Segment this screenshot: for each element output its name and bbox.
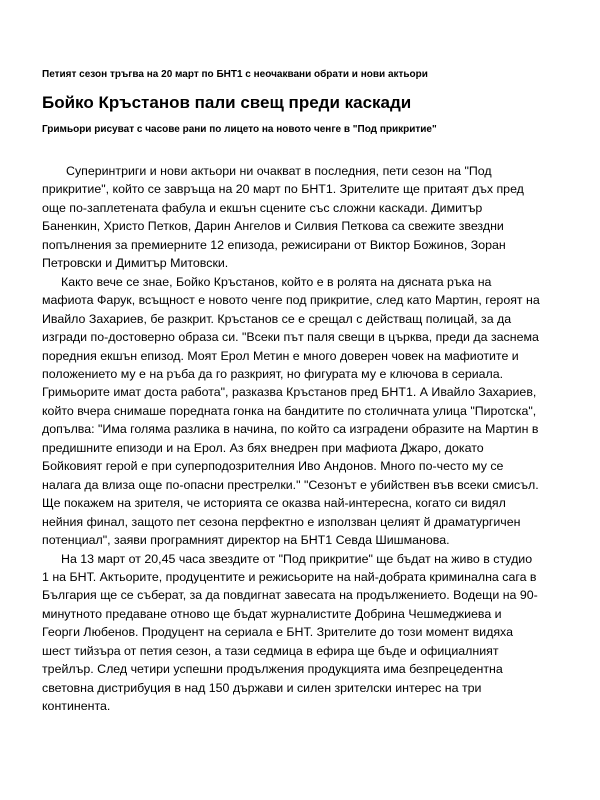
article-body <box>42 162 542 716</box>
article-subheadline: Гримьори рисуват с часове рани по лицето на новото ченге в "Под прикритие" <box>42 124 437 135</box>
article-paragraph: На 13 март от 20,45 часа звездите от "Под прикритие" ще бъдат на живо в студио 1 на БНТ. Актьорите, продуцентите и режисьорите на най-добрата криминална сага в България ще се съберат, за да повдигнат завесата на продължението. Водещи на 90-минутното предаване отново ще бъдат журналистите Добрина Чешмеджиева и Георги Любенов. Продуцент на сериала е БНТ. Зрителите до този момент видяха шест тийзъра от петия сезон, а тази седмица в ефира ще бъде и официалният трейлър. След четири успешни продължения продукцията има безпрецедентна световна дистрибуция в над 150 държави и силен зрителски интерес на три континента. <box>42 551 538 714</box>
article-paragraph: Както вече се знае, Бойко Кръстанов, който е в ролята на дясната ръка на мафиота Фарук, всъщност е новото ченге под прикритие, след като Мартин, героят на Ивайло Захариев, бе разкрит. Кръстанов се е срещал с действащ полицай, за да изгради по-достоверно образа си. "Всеки път паля свещи в църква, преди да заснема поредния екшън епизод. Моят Ерол Метин е много доверен човек на мафиотите и положението му е на ръба да го разкрият, но фигурата му е ключова в сериала. Гримьорите имат доста работа", разказва Кръстанов пред БНТ1. А Ивайло Захариев, който вчера снимаше поредната гонка на бандитите по столичната улица "Пиротска", допълва: "Има голяма разлика в начина, по който са изградени образите на Мартин в предишните епизоди и на Ерол. Аз бях внедрен при мафиота Джаро, докато Бойковият герой е при суперподозрителния Иво Андонов. Много по-често му се налага да влиза още по-опасни престрелки." "Сезонът е убийствен във всеки смисъл. Ще покажем на зрителя, че историята се оказва най-интересна, когато си видял нейния финал, защото пет сезона перфектно е използван целият й драматургичен потенциал", заяви програмният директор на БНТ1 Севда Шишманова. <box>42 274 540 548</box>
article-kicker: Петият сезон тръгва на 20 март по БНТ1 с неочаквани обрати и нови актьори <box>42 69 428 80</box>
article-headline: Бойко Кръстанов пали свещ преди каскади <box>42 93 412 112</box>
article-paragraph: Суперинтриги и нови актьори ни очакват в последния, пети сезон на "Под прикритие", който се завръща на 20 март по БНТ1. Зрителите ще притаят дъх пред още по-заплетената фабула и екшън сцените със сложни каскади. Димитър Баненкин, Христо Петков, Дарин Ангелов и Силвия Петкова са свежите звездни попълнения за премиерните 12 епизода, режисирани от Виктор Божинов, Зоран Петровски и Димитър Митовски. <box>42 164 524 271</box>
